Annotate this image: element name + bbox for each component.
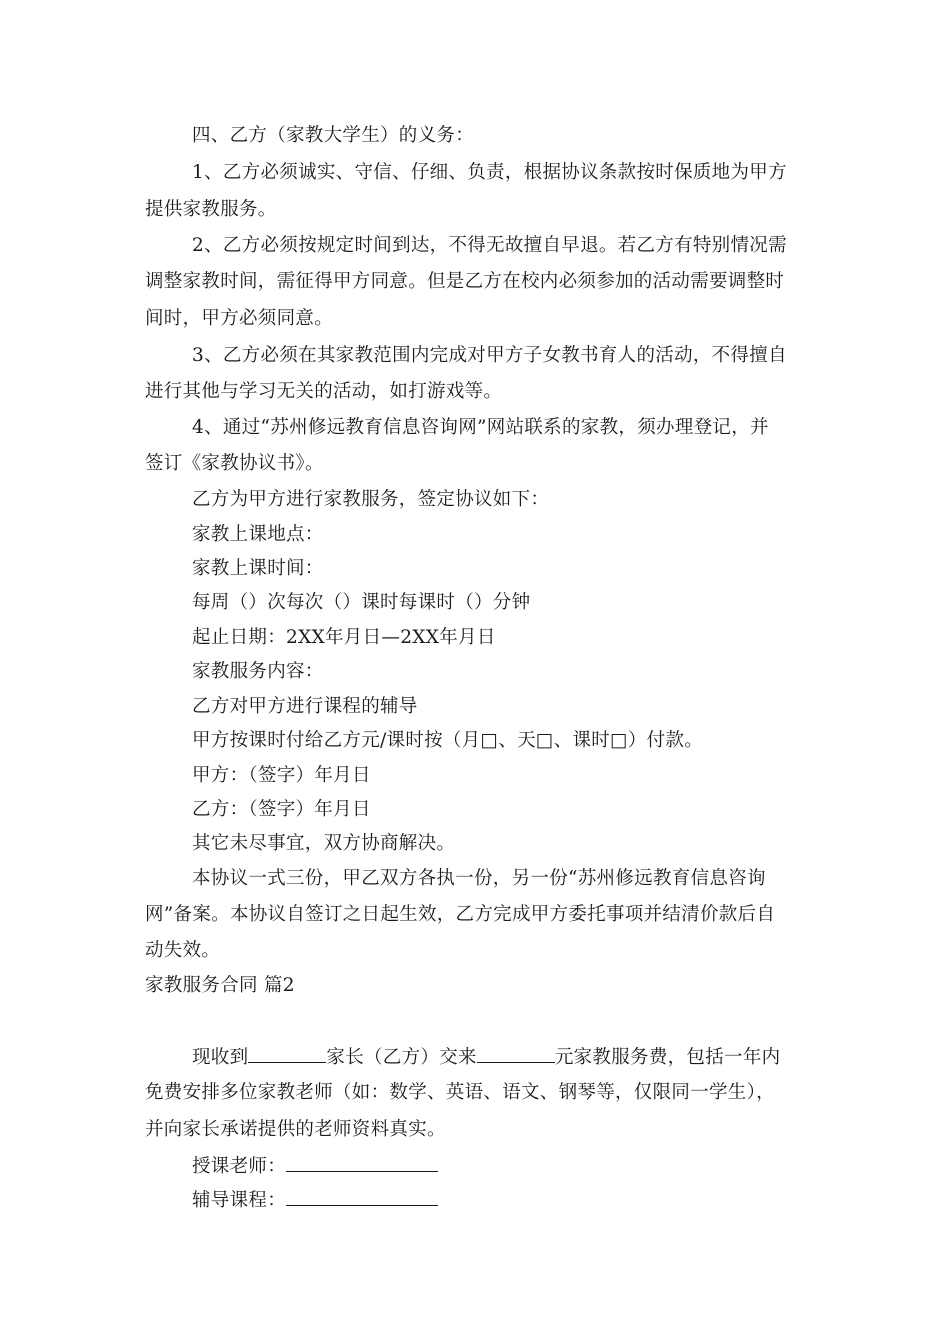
obligation-3-line-2: 进行其他与学习无关的活动，如打游戏等。 [145,381,503,402]
teacher-row [192,1153,438,1180]
obligation-1-line-2: 提供家教服务。 [145,199,277,220]
course-label: 辅导课程： [192,1190,287,1211]
copies-clause-line-3: 动失效。 [145,940,221,961]
copies-clause-line-1: 本协议一式三份，甲乙双方各执一份，另一份“苏州修远教育信息咨询 [192,868,766,889]
receipt-line-1 [192,1044,780,1071]
receipt-suffix: 元家教服务费，包括一年内 [554,1047,781,1068]
teacher-blank[interactable] [286,1153,438,1172]
contract-2-title: 家教服务合同 篇2 [145,975,295,996]
receipt-mid: 家长（乙方）交来 [326,1047,477,1068]
service-content-value: 乙方对甲方进行课程的辅导 [192,696,418,717]
lesson-schedule: 每周（）次每次（）课时每课时（）分钟 [192,592,531,613]
obligation-4-line-1: 4、通过“苏州修远教育信息咨询网”网站联系的家教，须办理登记，并 [192,417,769,438]
service-content-label: 家教服务内容： [192,661,324,682]
obligation-2-line-2: 调整家教时间，需征得甲方同意。但是乙方在校内必须参加的活动需要调整时 [145,271,785,292]
copies-clause-line-2: 网”备案。本协议自签订之日起生效，乙方完成甲方委托事项并结清价款后自 [145,904,776,925]
teacher-label: 授课老师： [192,1156,287,1177]
signature-party-b: 乙方：（签字）年月日 [192,799,371,820]
other-matters: 其它未尽事宜，双方协商解决。 [192,833,456,854]
obligation-2-line-3: 间时，甲方必须同意。 [145,308,334,329]
lesson-time: 家教上课时间： [192,558,324,579]
course-blank[interactable] [286,1187,438,1206]
signature-party-a: 甲方：（签字）年月日 [192,765,371,786]
start-end-dates: 起止日期：2XX年月日—2XX年月日 [192,627,496,648]
obligation-2-line-1: 2、乙方必须按规定时间到达，不得无故擅自早退。若乙方有特别情况需 [192,235,787,256]
course-row [192,1187,438,1214]
obligation-3-line-1: 3、乙方必须在其家教范围内完成对甲方子女教书育人的活动，不得擅自 [192,345,787,366]
parent-name-blank[interactable] [248,1044,326,1063]
receipt-line-2: 免费安排多位家教老师（如：数学、英语、语文、钢琴等，仅限同一学生）， [145,1082,775,1103]
section-heading: 四、乙方（家教大学生）的义务： [192,125,475,146]
obligation-4-line-2: 签订《家教协议书》。 [145,453,324,474]
obligation-1-line-1: 1、乙方必须诚实、守信、仔细、负责，根据协议条款按时保质地为甲方 [192,162,787,183]
lesson-location: 家教上课地点： [192,524,324,545]
receipt-prefix: 现收到 [192,1047,249,1068]
receipt-line-3: 并向家长承诺提供的老师资料真实。 [145,1119,446,1140]
fee-amount-blank[interactable] [477,1044,555,1063]
payment-terms: 甲方按课时付给乙方元/课时按（月□、天□、课时□）付款。 [192,730,704,751]
agreement-intro: 乙方为甲方进行家教服务，签定协议如下： [192,489,550,510]
